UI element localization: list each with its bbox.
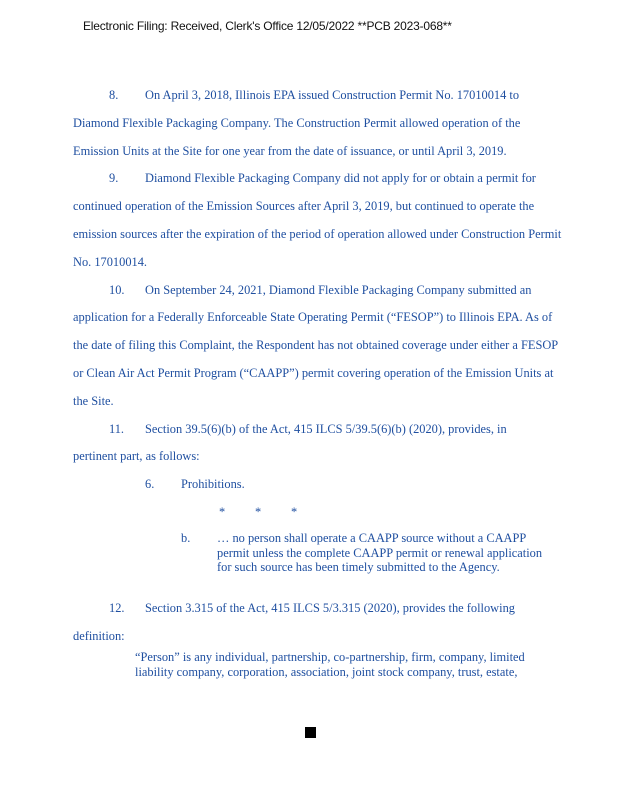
paragraph-line: Emission Units at the Site for one year from the date of issuance, or until April 3, 2019. bbox=[73, 143, 507, 158]
paragraph-line: definition: bbox=[73, 628, 125, 643]
paragraph-line: emission sources after the expiration of the period of operation allowed under Construction Permit bbox=[73, 226, 562, 241]
paragraph-line: Diamond Flexible Packaging Company did not apply for or obtain a permit for bbox=[145, 171, 536, 186]
paragraph-line: the date of filing this Complaint, the Respondent has not obtained coverage under either a FESOP bbox=[73, 338, 559, 353]
block-quote-section-39-5 bbox=[73, 471, 608, 575]
paragraph-number: 10. bbox=[109, 282, 125, 297]
quote-line: … no person shall operate a CAAPP source without a CAAPP bbox=[217, 530, 527, 545]
paragraph-line: On April 3, 2018, Illinois EPA issued Construction Permit No. 17010014 to bbox=[145, 88, 520, 102]
omission-stars: * * * bbox=[219, 504, 298, 519]
filing-header: Electronic Filing: Received, Clerk's Office 12/05/2022 **PCB 2023-068** bbox=[83, 19, 452, 33]
paragraph-line: Section 39.5(6)(b) of the Act, 415 ILCS 5/39.5(6)(b) (2020), provides, in bbox=[145, 421, 507, 436]
quote-line: permit unless the complete CAAPP permit or renewal application bbox=[217, 545, 543, 560]
paragraph-12 bbox=[73, 595, 608, 651]
paragraph-number: 8. bbox=[109, 88, 119, 102]
paragraph-line: the Site. bbox=[73, 393, 114, 408]
paragraph-number: 11. bbox=[109, 421, 125, 436]
paragraph-8 bbox=[73, 82, 608, 165]
paragraph-line: application for a Federally Enforceable State Operating Permit (“FESOP”) to Illinois EPA. As of bbox=[73, 310, 553, 325]
paragraph-line: or Clean Air Act Permit Program (“CAAPP”) permit covering operation of the Emission Units at bbox=[73, 365, 554, 380]
paragraph-line: No. 17010014. bbox=[73, 254, 147, 269]
quoted-item-b bbox=[181, 531, 581, 575]
paragraph-line: Diamond Flexible Packaging Company. The Construction Permit allowed operation of the bbox=[73, 115, 521, 130]
document-body bbox=[73, 82, 608, 680]
page-marker bbox=[305, 727, 316, 738]
quote-line: liability company, corporation, association, joint stock company, trust, estate, bbox=[135, 664, 518, 679]
paragraph-11 bbox=[73, 416, 608, 472]
paragraph-10 bbox=[73, 277, 608, 416]
section-number: 6. bbox=[145, 477, 155, 492]
paragraph-number: 9. bbox=[109, 171, 119, 186]
block-quote-person-definition bbox=[135, 650, 545, 679]
quote-line: “Person” is any individual, partnership, co-partnership, firm, company, limited bbox=[135, 650, 525, 665]
paragraph-number: 12. bbox=[109, 600, 125, 615]
paragraph-line: pertinent part, as follows: bbox=[73, 449, 200, 464]
section-title: Prohibitions. bbox=[181, 477, 245, 492]
paragraph-line: continued operation of the Emission Sources after April 3, 2019, but continued to operate the bbox=[73, 199, 535, 214]
paragraph-line: Section 3.315 of the Act, 415 ILCS 5/3.315 (2020), provides the following bbox=[145, 600, 515, 615]
quote-line: for such source has been timely submitted to the Agency. bbox=[217, 560, 500, 575]
item-letter: b. bbox=[181, 530, 191, 545]
paragraph-line: On September 24, 2021, Diamond Flexible Packaging Company submitted an bbox=[145, 282, 532, 297]
paragraph-9 bbox=[73, 165, 608, 276]
